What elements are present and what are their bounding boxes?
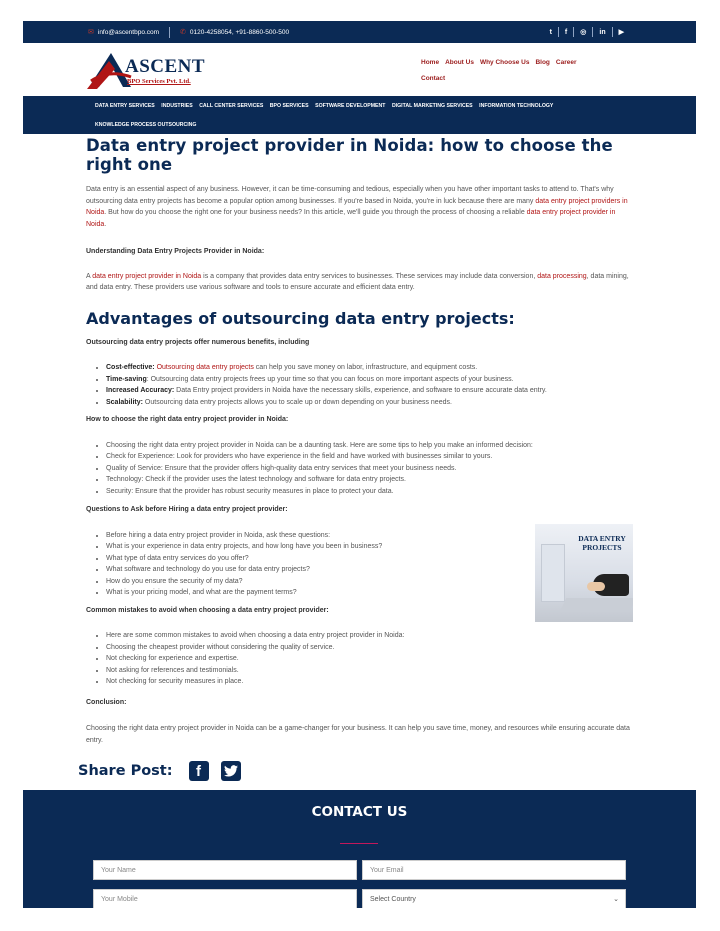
nav-home[interactable]: Home xyxy=(421,59,440,66)
list-item: • What software and technology do you use for data entry projects? xyxy=(106,564,634,576)
mistakes-list xyxy=(86,630,634,688)
logo-brand: ASCENT xyxy=(125,56,206,77)
questions-heading: Questions to Ask before Hiring a data entry project provider: xyxy=(86,506,288,513)
share-post xyxy=(78,761,253,781)
list-item: • Scalability: Outsourcing data entry projects allows you to scale up or down depending on your business needs. xyxy=(106,397,634,409)
list-item: • What is your experience in data entry projects, and how long have you been in business? xyxy=(106,541,634,553)
title-underline xyxy=(340,843,378,844)
cat-it[interactable]: INFORMATION TECHNOLOGY xyxy=(479,102,554,109)
link-providers[interactable]: data entry project providers in Noida xyxy=(86,197,628,216)
conclusion-heading: Conclusion: xyxy=(86,698,127,706)
contact-title: CONTACT US xyxy=(311,804,408,820)
list-item: • Choosing the cheapest provider without considering the quality of service. xyxy=(106,642,634,654)
keyboard-shape xyxy=(560,598,633,612)
cat-data-entry[interactable]: DATA ENTRY SERVICES xyxy=(95,102,155,109)
image-caption: DATA ENTRY PROJECTS xyxy=(578,534,626,552)
top-phone[interactable]: 0120-4258054, +91-8860-500-500 xyxy=(189,28,290,36)
list-item: • Technology: Check if the provider uses the latest technology and software for data entry projects. xyxy=(106,474,634,486)
cat-kpo[interactable]: KNOWLEDGE PROCESS OUTSOURCING xyxy=(95,121,197,128)
cat-industries[interactable]: INDUSTRIES xyxy=(161,102,193,109)
mistakes-heading: Common mistakes to avoid when choosing a data entry project provider: xyxy=(86,606,329,614)
data-entry-image xyxy=(535,524,633,622)
how-list xyxy=(86,440,634,498)
list-item: • How do you ensure the security of my data? xyxy=(106,576,634,588)
list-item: • Security: Ensure that the provider has robust security measures in place to protect your data. xyxy=(106,486,634,498)
country-select-value: Select Country xyxy=(370,895,416,903)
cat-call-center[interactable]: CALL CENTER SERVICES xyxy=(199,102,264,109)
cat-software[interactable]: SOFTWARE DEVELOPMENT xyxy=(315,102,386,109)
nav-why-choose-us[interactable]: Why Choose Us xyxy=(479,59,530,66)
page xyxy=(23,21,696,908)
list-item: • What type of data entry services do you offer? xyxy=(106,553,634,565)
article xyxy=(86,136,634,746)
list-item: • Not checking for security measures in place. xyxy=(106,676,634,688)
name-input[interactable]: Your Name xyxy=(93,860,357,880)
email-input[interactable]: Your Email xyxy=(362,860,626,880)
link-provider[interactable]: data entry project provider in Noida xyxy=(86,209,616,228)
twitter-share-icon[interactable] xyxy=(221,761,241,781)
phone-icon: ✆ xyxy=(180,29,186,36)
country-select[interactable] xyxy=(362,889,626,908)
list-item: • Here are some common mistakes to avoid when choosing a data entry project provider in Noida: xyxy=(106,630,634,642)
list-item: • Increased Accuracy: Data Entry project providers in Noida have the necessary skills, experience, and software to ensure accurate data entry. xyxy=(106,385,634,397)
hand-shape xyxy=(587,582,605,591)
facebook-share-icon[interactable]: f xyxy=(189,761,209,781)
list-item: • Not asking for references and testimonials. xyxy=(106,665,634,677)
nav-career[interactable]: Career xyxy=(555,59,577,66)
twitter-icon[interactable]: t xyxy=(549,28,552,36)
list-item: • Quality of Service: Ensure that the provider offers high-quality data entry services that meet your business needs. xyxy=(106,463,634,475)
youtube-icon[interactable]: ▶ xyxy=(618,29,624,36)
advantages-list xyxy=(86,362,634,408)
company-logo[interactable] xyxy=(87,51,207,91)
how-heading: How to choose the right data entry project provider in Noida: xyxy=(86,416,289,423)
linkedin-icon[interactable]: in xyxy=(599,28,606,36)
advantages-intro: Outsourcing data entry projects offer numerous benefits, including xyxy=(86,338,310,346)
understanding-paragraph: A data entry project provider in Noida is a company that provides data entry services to businesses. These services may include data conversion, data processing, data mining, and data entry. These providers use various software and tools to ensure accurate and efficient data entry. xyxy=(86,272,629,291)
social-links xyxy=(544,21,630,43)
nav-about[interactable]: About Us xyxy=(445,59,474,66)
main-nav xyxy=(421,55,621,87)
list-item: • Not checking for experience and expertise. xyxy=(106,653,634,665)
header xyxy=(23,43,696,96)
logo-subtitle: BPO Services Pvt. Ltd. xyxy=(127,78,191,85)
monitor-shape xyxy=(541,544,565,602)
list-item: • Choosing the right data entry project provider in Noida can be a daunting task. Here are some tips to help you make an informed decision: xyxy=(106,440,634,452)
category-nav xyxy=(23,96,696,134)
link-outsourcing[interactable]: Outsourcing data entry projects xyxy=(156,364,254,371)
top-email[interactable]: info@ascentbpo.com xyxy=(97,28,160,36)
conclusion-paragraph: Choosing the right data entry project provider in Noida can be a game-changer for your business. It can help you save time, money, and resources while ensuring accurate data entry. xyxy=(86,725,630,744)
mail-icon: ✉ xyxy=(88,29,94,36)
list-item: • Time-saving: Outsourcing data entry projects frees up your time so that you can focus on more important aspects of your business. xyxy=(106,374,634,386)
mobile-input[interactable]: Your Mobile xyxy=(93,889,357,908)
article-title: Data entry project provider in Noida: how to choose the right one xyxy=(86,136,613,174)
divider xyxy=(169,27,170,38)
top-bar xyxy=(23,21,696,43)
understanding-heading: Understanding Data Entry Projects Provider in Noida: xyxy=(86,248,265,255)
list-item: • Check for Experience: Look for providers who have experience in the field and have worked with businesses similar to yours. xyxy=(106,451,634,463)
list-item: • Cost-effective: Outsourcing data entry projects can help you save money on labor, infrastructure, and equipment costs. xyxy=(106,362,634,374)
instagram-icon[interactable]: ◎ xyxy=(580,29,587,36)
advantages-heading: Advantages of outsourcing data entry projects: xyxy=(86,308,515,328)
nav-contact[interactable]: Contact xyxy=(421,75,446,82)
intro-paragraph: Data entry is an essential aspect of any business. However, it can be time-consuming and tedious, especially when you have other important tasks to attend to. That's why outsourcing data entry projects has become a popular option among businesses. If you're based in Noida, you're in luck because there are many data entry project providers in Noida. But how do you choose the right one for your business needs? In this article, we'll guide you through the process of choosing a reliable data entry project provider in Noida. xyxy=(86,186,628,228)
nav-blog[interactable]: Blog xyxy=(535,59,550,66)
share-label: Share Post: xyxy=(78,763,173,779)
list-item: • What is your pricing model, and what are the payment terms? xyxy=(106,587,634,599)
link-data-processing[interactable]: data processing xyxy=(537,272,587,280)
contact-section xyxy=(23,790,696,908)
link-provider-2[interactable]: data entry project provider in Noida xyxy=(92,272,202,280)
cat-digital-marketing[interactable]: DIGITAL MARKETING SERVICES xyxy=(391,102,473,109)
chevron-down-icon: ⌄ xyxy=(613,896,619,903)
cat-bpo[interactable]: BPO SERVICES xyxy=(269,102,309,109)
list-item: • Before hiring a data entry project provider in Noida, ask these questions: xyxy=(106,530,634,542)
facebook-icon[interactable]: f xyxy=(564,28,568,36)
